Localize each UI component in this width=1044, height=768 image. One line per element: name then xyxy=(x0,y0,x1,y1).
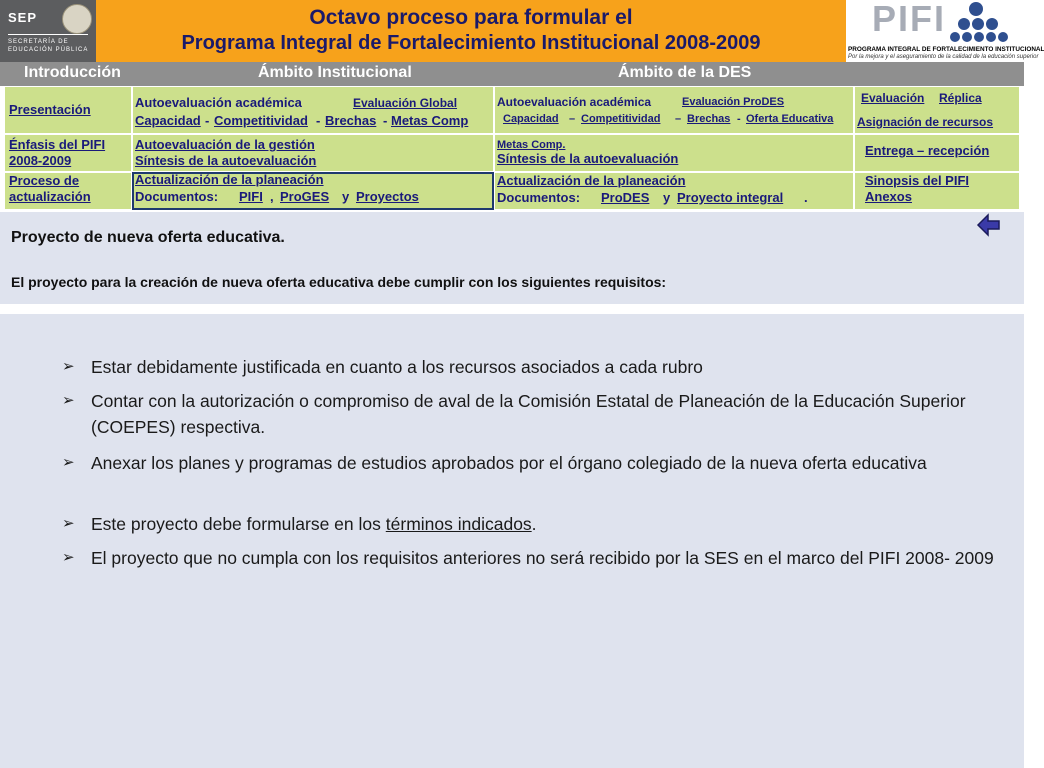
menu-cell xyxy=(854,172,1020,210)
separator: – xyxy=(569,113,576,125)
pifi-tagline: Por la mejora y el aseguramiento de la calidad de la educación superior xyxy=(848,54,1039,60)
link-metas-comp[interactable]: Metas Comp xyxy=(391,113,469,128)
section-title: Proyecto de nueva oferta educativa. xyxy=(11,229,285,246)
link-capacidad[interactable]: Capacidad xyxy=(135,113,201,128)
info-panel xyxy=(0,212,1024,304)
label-autoeval-academica-des: Autoevaluación académica xyxy=(497,95,652,109)
link-actualizacion-planeacion[interactable]: Actualización de la planeación xyxy=(135,172,324,187)
link-competitividad-des[interactable]: Competitividad xyxy=(581,113,661,125)
sep-logo-subtitle xyxy=(8,38,88,54)
label-documentos-des: Documentos: xyxy=(497,190,581,205)
pifi-logo-text: PIFI xyxy=(872,0,947,39)
link-proyectos[interactable]: Proyectos xyxy=(356,189,419,204)
label-documentos: Documentos: xyxy=(135,189,219,204)
link-sintesis-autoeval[interactable]: Síntesis de la autoevaluación xyxy=(135,153,317,168)
list-item xyxy=(62,511,1002,537)
list-item xyxy=(62,450,1002,502)
sep-line2: EDUCACIÓN PÚBLICA xyxy=(8,47,89,53)
page-title xyxy=(96,0,846,62)
label-autoeval-academica: Autoevaluación académica xyxy=(135,95,302,110)
menu-cell xyxy=(4,86,132,134)
crest-icon xyxy=(62,4,92,34)
label-y: y xyxy=(342,189,350,204)
bullet-arrow-icon: ➢ xyxy=(62,454,75,471)
separator: - xyxy=(383,113,388,128)
link-prodes[interactable]: ProDES xyxy=(601,190,650,205)
title-line-1: Octavo proceso para formular el xyxy=(309,6,633,29)
link-presentacion[interactable]: Presentación xyxy=(9,102,91,117)
bullet-arrow-icon: ➢ xyxy=(62,549,75,566)
link-sintesis-autoeval-des[interactable]: Síntesis de la autoevaluación xyxy=(497,151,679,166)
menu-ambito-institucional: Ámbito Institucional xyxy=(258,64,412,81)
pifi-dot-icon xyxy=(950,32,960,42)
pifi-logo xyxy=(846,0,1044,62)
menu-header xyxy=(0,62,1024,86)
menu-cell xyxy=(494,86,854,134)
list-item-text-post: . xyxy=(531,514,537,534)
link-asignacion-recursos[interactable]: Asignación de recursos xyxy=(857,115,994,129)
link-brechas-des[interactable]: Brechas xyxy=(687,113,731,125)
bullet-arrow-icon: ➢ xyxy=(62,392,75,409)
link-proges[interactable]: ProGES xyxy=(280,189,330,204)
separator: , xyxy=(270,189,274,204)
menu-cell xyxy=(854,86,1020,134)
separator: - xyxy=(737,113,741,125)
menu-cell xyxy=(4,134,132,172)
link-actualizacion-planeacion-des[interactable]: Actualización de la planeación xyxy=(497,173,686,188)
menu-cell xyxy=(4,172,132,210)
link-evaluacion-global[interactable]: Evaluación Global xyxy=(353,96,458,110)
link-terminos-indicados[interactable]: términos indicados xyxy=(385,514,532,534)
sep-logo xyxy=(0,0,96,62)
menu-cell xyxy=(494,172,854,210)
list-item-text xyxy=(91,511,1011,537)
link-metas-comp-des[interactable]: Metas Comp. xyxy=(497,139,566,151)
link-evaluacion[interactable]: Evaluación xyxy=(861,91,925,105)
menu-ambito-des: Ámbito de la DES xyxy=(618,64,752,81)
bullet-arrow-icon: ➢ xyxy=(62,515,75,532)
pifi-dot-icon xyxy=(962,32,972,42)
separator: . xyxy=(804,190,808,205)
list-item xyxy=(62,354,1002,380)
separator: - xyxy=(316,113,321,128)
list-item xyxy=(62,545,1002,597)
menu-cell xyxy=(132,134,494,172)
label-y-des: y xyxy=(663,190,671,205)
list-item-text: Estar debidamente justificada en cuanto a los recursos asociados a cada rubro xyxy=(91,357,703,377)
divider xyxy=(0,304,1024,314)
pifi-dot-icon xyxy=(998,32,1008,42)
navigation-menu xyxy=(0,86,1024,212)
link-replica[interactable]: Réplica xyxy=(939,91,982,105)
menu-cell xyxy=(132,86,494,134)
link-competitividad[interactable]: Competitividad xyxy=(214,113,308,128)
bullet-arrow-icon: ➢ xyxy=(62,358,75,375)
requirements-list xyxy=(0,314,1024,768)
pifi-dot-icon xyxy=(958,18,970,30)
back-arrow-icon[interactable] xyxy=(976,212,1002,238)
menu-cell xyxy=(854,134,1020,172)
link-enfasis-pifi[interactable]: Énfasis del PIFI 2008-2009 xyxy=(9,137,106,168)
sep-line1: SECRETARÍA DE xyxy=(8,39,69,45)
link-autoeval-gestion[interactable]: Autoevaluación de la gestión xyxy=(135,137,315,152)
title-line-2: Programa Integral de Fortalecimiento Institucional 2008-2009 xyxy=(181,32,761,54)
list-item-text: Anexar los planes y programas de estudios aprobados por el órgano colegiado de la nueva oferta educativa xyxy=(91,453,927,473)
list-item-text: Contar con la autorización o compromiso de aval de la Comisión Estatal de Planeación de la Educación Superior (COEPES) respectiva. xyxy=(91,391,966,437)
link-proyecto-integral[interactable]: Proyecto integral xyxy=(677,190,784,205)
pifi-dot-icon xyxy=(986,32,996,42)
link-proceso-actualizacion[interactable]: Proceso de actualización xyxy=(9,173,91,204)
pifi-dot-icon xyxy=(972,18,984,30)
pifi-dot-icon xyxy=(969,2,983,16)
link-evaluacion-prodes[interactable]: Evaluación ProDES xyxy=(682,96,785,108)
link-capacidad-des[interactable]: Capacidad xyxy=(503,113,559,125)
link-sinopsis-pifi[interactable]: Sinopsis del PIFI xyxy=(865,173,970,188)
separator: – xyxy=(675,113,682,125)
link-oferta-educativa[interactable]: Oferta Educativa xyxy=(746,113,834,125)
pifi-dot-icon xyxy=(974,32,984,42)
link-brechas[interactable]: Brechas xyxy=(325,113,377,128)
logo-divider xyxy=(8,34,88,35)
link-anexos[interactable]: Anexos xyxy=(865,189,912,204)
menu-cell xyxy=(494,134,854,172)
list-item-text: El proyecto que no cumpla con los requisitos anteriores no será recibido por la SES en el marco del PIFI 2008- 2009 xyxy=(91,548,994,568)
pifi-dot-icon xyxy=(986,18,998,30)
menu-intro-label: Introducción xyxy=(24,64,121,81)
list-item xyxy=(62,388,1002,440)
separator: - xyxy=(205,113,210,128)
list-item-text-pre: Este proyecto debe formularse en los xyxy=(91,514,381,534)
pifi-full-name: PROGRAMA INTEGRAL DE FORTALECIMIENTO INSTITUCIONAL xyxy=(848,46,1044,53)
link-pifi[interactable]: PIFI xyxy=(239,189,263,204)
link-entrega-recepcion[interactable]: Entrega – recepción xyxy=(865,143,990,158)
menu-cell-selected xyxy=(132,172,494,210)
sep-logo-text: SEP xyxy=(8,10,38,25)
section-subtitle: El proyecto para la creación de nueva oferta educativa debe cumplir con los siguientes requisitos: xyxy=(11,274,667,290)
